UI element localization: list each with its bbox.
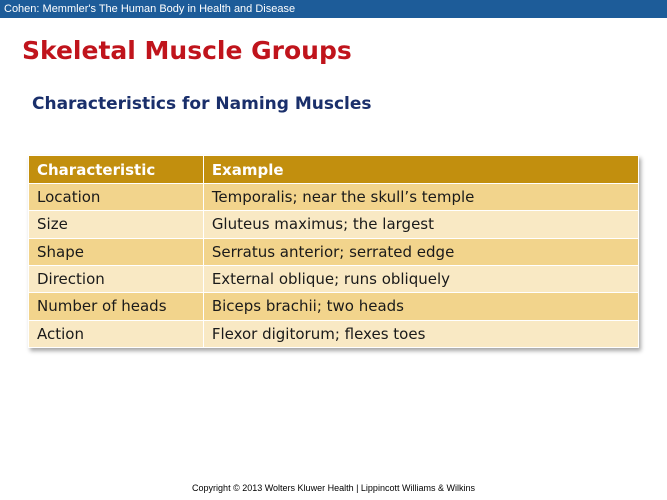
copyright-footer: Copyright © 2013 Wolters Kluwer Health | Lippincott Williams & Wilkins <box>192 483 475 493</box>
table-row <box>29 265 639 292</box>
table-row <box>29 238 639 265</box>
cell-characteristic: Size <box>29 211 204 238</box>
cell-characteristic: Shape <box>29 238 204 265</box>
cell-example: Serratus anterior; serrated edge <box>203 238 638 265</box>
cell-characteristic: Action <box>29 320 204 347</box>
cell-example: Temporalis; near the skull’s temple <box>203 184 638 211</box>
header-text: Cohen: Memmler's The Human Body in Health and Disease <box>4 3 296 15</box>
cell-example: External oblique; runs obliquely <box>203 265 638 292</box>
table-row <box>29 184 639 211</box>
cell-example: Biceps brachii; two heads <box>203 293 638 320</box>
cell-characteristic: Direction <box>29 265 204 292</box>
table-header-row <box>29 156 639 184</box>
naming-characteristics-table <box>28 155 639 348</box>
column-header-example: Example <box>203 156 638 184</box>
slide-title: Skeletal Muscle Groups <box>22 36 352 65</box>
slide-subtitle: Characteristics for Naming Muscles <box>32 94 372 114</box>
header-bar <box>0 0 667 18</box>
table-row <box>29 211 639 238</box>
cell-characteristic: Location <box>29 184 204 211</box>
column-header-characteristic: Characteristic <box>29 156 204 184</box>
cell-example: Flexor digitorum; flexes toes <box>203 320 638 347</box>
table-row <box>29 293 639 320</box>
table-row <box>29 320 639 347</box>
table-container <box>28 155 639 348</box>
cell-example: Gluteus maximus; the largest <box>203 211 638 238</box>
cell-characteristic: Number of heads <box>29 293 204 320</box>
